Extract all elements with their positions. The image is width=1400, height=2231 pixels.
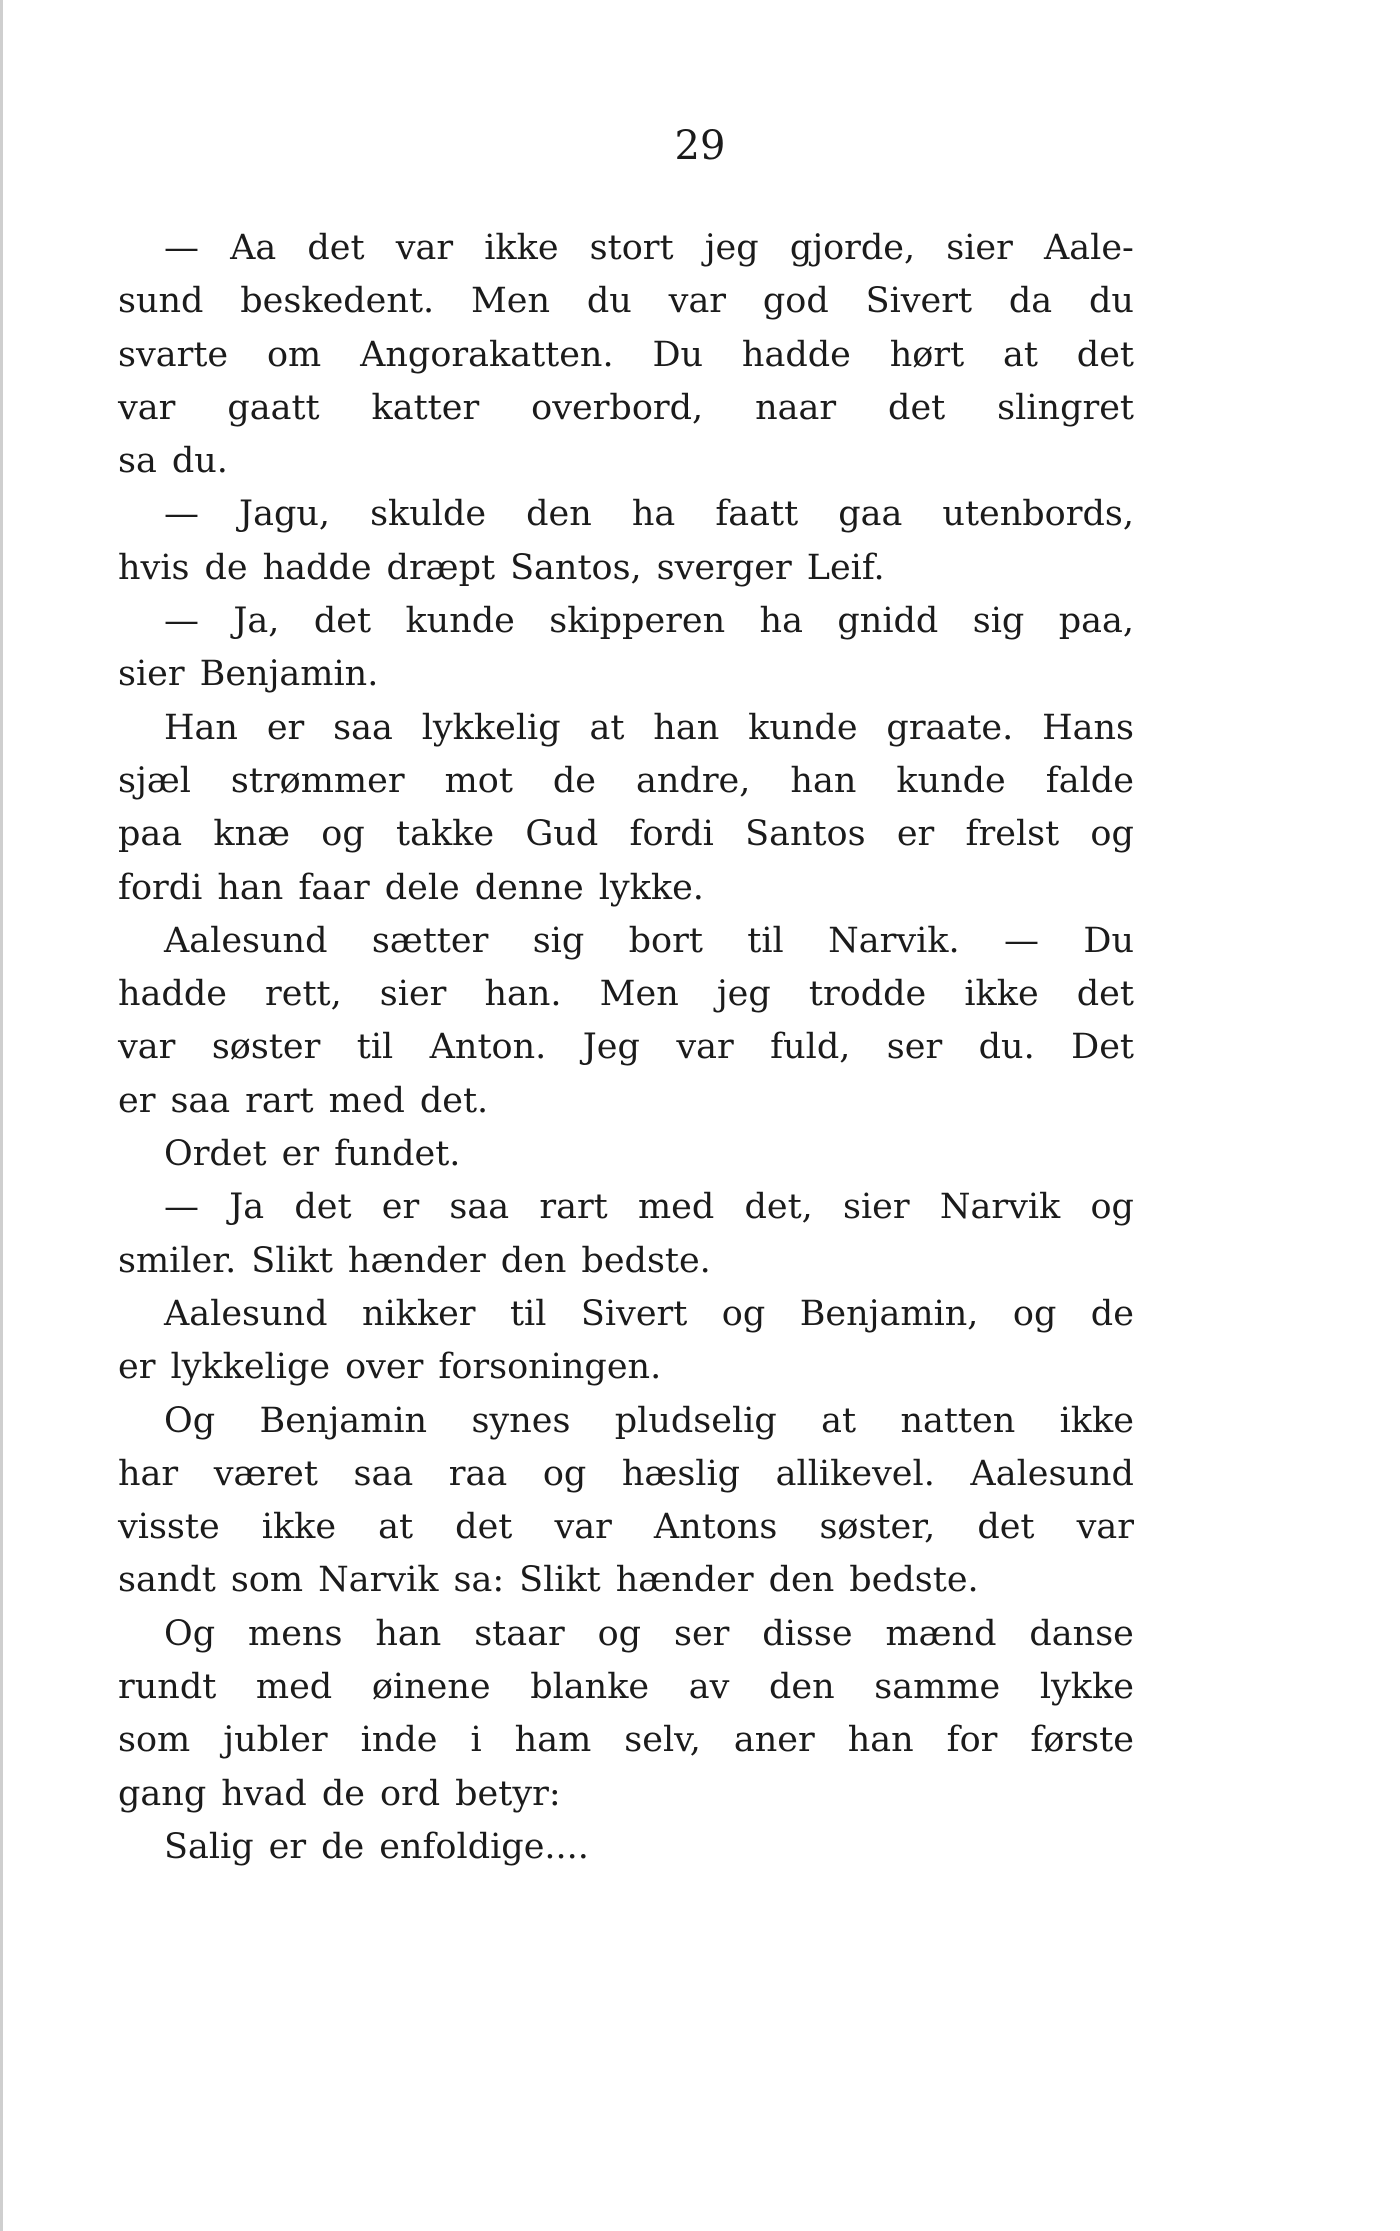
word: selv, <box>624 1720 701 1761</box>
word: Gud <box>525 814 599 855</box>
word: sandt <box>118 1560 216 1601</box>
word: katter <box>371 387 480 428</box>
word: ser <box>673 1613 730 1654</box>
word: de <box>552 760 597 801</box>
word: forsoningen. <box>438 1347 662 1388</box>
word: falde <box>1045 760 1134 801</box>
word: ikke <box>1059 1400 1134 1441</box>
word: skipperen <box>549 601 726 642</box>
word: det <box>307 228 365 268</box>
word: utenbords, <box>942 494 1134 535</box>
word: Santos, <box>510 547 642 588</box>
word: sier <box>118 654 185 695</box>
word: du. <box>978 1027 1035 1068</box>
word: hvis <box>118 547 190 588</box>
word: slingret <box>997 387 1134 428</box>
word: om <box>266 334 322 375</box>
word: som <box>230 1560 304 1601</box>
word: betyr: <box>455 1773 561 1814</box>
word: Sivert <box>865 281 973 322</box>
word: at <box>1003 334 1038 375</box>
word: han <box>375 1613 442 1654</box>
word: han <box>847 1720 914 1761</box>
text-line <box>118 862 1134 915</box>
word: inde <box>360 1720 438 1761</box>
word: bedste. <box>581 1240 711 1281</box>
word: var <box>118 387 176 428</box>
word: lykke <box>1039 1667 1134 1708</box>
word: takke <box>396 814 495 855</box>
word: naar <box>755 387 837 428</box>
word: denne <box>474 867 584 908</box>
word: Du <box>1083 920 1134 961</box>
word: knæ <box>213 814 291 855</box>
word: har <box>118 1453 179 1494</box>
word: de <box>321 1773 365 1814</box>
word: været <box>213 1453 318 1494</box>
word: av <box>688 1667 730 1708</box>
word: graate. <box>886 707 1014 748</box>
word: det. <box>419 1080 489 1121</box>
text-line <box>118 808 1134 861</box>
word: han. <box>484 974 562 1015</box>
word: Narvik <box>318 1560 439 1601</box>
text-line <box>118 1181 1134 1234</box>
word: det <box>977 1507 1035 1548</box>
word: var <box>118 1027 176 1068</box>
word: Antons <box>653 1507 778 1548</box>
text-line <box>118 755 1134 808</box>
word: svarte <box>118 334 229 375</box>
word: Og <box>164 1613 216 1654</box>
word: mot <box>444 760 513 801</box>
word: du <box>586 281 632 322</box>
word: var <box>395 228 454 268</box>
word: Ja <box>229 1187 265 1228</box>
word: strømmer <box>230 760 405 801</box>
text-line <box>118 595 1134 648</box>
text-line <box>118 1341 1134 1394</box>
text-line <box>118 1288 1134 1341</box>
word: du <box>1088 281 1134 322</box>
word: Aalesund <box>970 1453 1134 1494</box>
word: sier <box>946 228 1013 268</box>
word: Han <box>164 707 238 748</box>
word: det <box>888 387 946 428</box>
word: til <box>356 1027 394 1068</box>
word: trodde <box>808 974 927 1015</box>
word: saa <box>353 1453 414 1494</box>
word: og <box>542 1453 587 1494</box>
word: da <box>1008 281 1053 322</box>
word: Leif. <box>806 547 885 588</box>
word: danse <box>1029 1613 1134 1654</box>
word: Benjamin. <box>199 654 379 695</box>
word: hænder <box>615 1560 754 1601</box>
word: fordi <box>629 814 714 855</box>
word: andre, <box>636 760 751 801</box>
word: de <box>1090 1293 1134 1334</box>
text-line <box>118 648 1134 701</box>
word: saa <box>170 1080 231 1121</box>
text-line <box>118 329 1134 382</box>
word: stort <box>589 228 674 268</box>
word: over <box>345 1347 424 1388</box>
word: det, <box>744 1187 813 1228</box>
word: gjorde, <box>789 228 916 268</box>
word: samme <box>874 1667 1001 1708</box>
word: er <box>266 707 305 748</box>
word: var <box>1076 1507 1134 1548</box>
word: aner <box>733 1720 815 1761</box>
word: ham <box>514 1720 592 1761</box>
text-line <box>118 1075 1134 1128</box>
word: bedste. <box>849 1560 979 1601</box>
word: Narvik <box>939 1187 1061 1228</box>
word: bort <box>628 920 703 961</box>
word: jeg <box>704 228 759 268</box>
word: hvad <box>221 1773 307 1814</box>
text-line <box>118 1821 1134 1874</box>
word: visste <box>118 1507 220 1548</box>
word: det <box>313 601 372 642</box>
word: dræpt <box>386 547 496 588</box>
word: er <box>281 1134 320 1175</box>
word: til <box>509 1293 547 1334</box>
word: Aale- <box>1043 228 1134 268</box>
word: blanke <box>530 1667 650 1708</box>
page-edge <box>0 0 3 2231</box>
word: Jagu, <box>239 494 331 535</box>
word: for <box>946 1720 998 1761</box>
word: — <box>164 494 199 535</box>
word: ser <box>886 1027 943 1068</box>
text-line <box>118 1554 1134 1607</box>
word: med <box>637 1187 715 1228</box>
word: med <box>255 1667 333 1708</box>
word: Men <box>599 974 679 1015</box>
word: sverger <box>656 547 792 588</box>
word: lykkelig <box>421 707 561 748</box>
word: første <box>1030 1720 1134 1761</box>
text-line <box>118 968 1134 1021</box>
text-line <box>118 1714 1134 1767</box>
word: sier <box>379 974 447 1015</box>
word: Sivert <box>580 1293 688 1334</box>
word: — <box>1004 920 1040 961</box>
word: han <box>217 867 284 908</box>
word: lykke. <box>598 867 704 908</box>
word: Det <box>1071 1027 1134 1068</box>
text-line <box>118 1395 1134 1448</box>
text-line <box>118 542 1134 595</box>
word: jubler <box>223 1720 328 1761</box>
word: Narvik. <box>828 920 960 961</box>
word: ikke <box>964 974 1039 1015</box>
text-line <box>118 275 1134 328</box>
word: sa <box>118 441 157 482</box>
text-line <box>118 382 1134 435</box>
word: enfoldige.... <box>379 1826 589 1867</box>
word: hadde <box>118 974 227 1015</box>
word: rart <box>539 1187 608 1228</box>
word: er <box>381 1187 420 1228</box>
text-line <box>118 1501 1134 1554</box>
word: til <box>747 920 784 961</box>
word: det <box>294 1187 352 1228</box>
word: rart <box>245 1080 314 1121</box>
word: sa: <box>453 1560 505 1601</box>
word: at <box>378 1507 414 1548</box>
word: saa <box>449 1187 510 1228</box>
word: og <box>721 1293 766 1334</box>
word: lykkelige <box>170 1347 331 1388</box>
word: er <box>268 1826 307 1867</box>
word: gaatt <box>227 387 320 428</box>
word: Aalesund <box>164 920 328 961</box>
word: gnidd <box>837 601 939 642</box>
word: saa <box>333 707 393 748</box>
word: de <box>321 1826 365 1867</box>
word: som <box>118 1720 191 1761</box>
word: Benjamin <box>259 1400 428 1441</box>
word: med <box>328 1080 405 1121</box>
word: han <box>790 760 857 801</box>
word: fordi <box>118 867 203 908</box>
word: og <box>1012 1293 1057 1334</box>
word: hæslig <box>621 1453 741 1494</box>
text-line <box>118 1128 1134 1181</box>
word: rundt <box>118 1667 217 1708</box>
word: at <box>821 1400 857 1441</box>
word: Aa <box>230 228 277 268</box>
word: ha <box>631 494 676 535</box>
text-line <box>118 1021 1134 1074</box>
word: søster, <box>819 1507 936 1548</box>
word: og <box>1090 814 1134 855</box>
word: Jeg <box>582 1027 640 1068</box>
word: smiler. <box>118 1240 237 1281</box>
word: du. <box>171 441 228 482</box>
word: kunde <box>405 601 515 642</box>
word: er <box>118 1347 156 1388</box>
page-number: 29 <box>674 123 726 169</box>
word: Slikt <box>519 1560 601 1601</box>
word: fundet. <box>334 1134 461 1175</box>
word: kunde <box>748 707 858 748</box>
word: staar <box>474 1613 565 1654</box>
word: sætter <box>371 920 489 961</box>
word: raa <box>448 1453 508 1494</box>
word: søster <box>211 1027 321 1068</box>
word: og <box>321 814 365 855</box>
word: Du <box>652 334 704 375</box>
text-line <box>118 1661 1134 1714</box>
word: de <box>204 547 248 588</box>
word: ikke <box>261 1507 337 1548</box>
word: gang <box>118 1773 207 1814</box>
word: paa <box>118 814 183 855</box>
word: Ja, <box>233 601 280 642</box>
word: Santos <box>745 814 866 855</box>
word: og <box>1090 1187 1134 1228</box>
word: kunde <box>896 760 1006 801</box>
word: jeg <box>716 974 771 1015</box>
word: sund <box>118 281 204 322</box>
word: Benjamin, <box>799 1293 979 1334</box>
word: mens <box>248 1613 343 1654</box>
word: skulde <box>370 494 487 535</box>
word: var <box>554 1507 612 1548</box>
word: Aalesund <box>164 1293 328 1334</box>
word: den <box>769 1667 835 1708</box>
word: Salig <box>164 1826 254 1867</box>
word: sier <box>843 1187 910 1228</box>
word: det <box>1076 334 1134 375</box>
body-text <box>118 222 1134 1874</box>
word: rett, <box>265 974 342 1015</box>
word: Angorakatten. <box>360 334 614 375</box>
word: det <box>1076 974 1134 1015</box>
text-line <box>118 1235 1134 1288</box>
text-line <box>118 1608 1134 1661</box>
word: hadde <box>741 334 851 375</box>
text-line <box>118 488 1134 541</box>
word: frelst <box>965 814 1060 855</box>
word: Slikt <box>251 1240 333 1281</box>
word: hadde <box>262 547 372 588</box>
word: nikker <box>361 1293 476 1334</box>
word: var <box>668 281 727 322</box>
word: pludselig <box>614 1400 777 1441</box>
word: er <box>118 1080 156 1121</box>
word: at <box>589 707 625 748</box>
word: Ordet <box>164 1134 267 1175</box>
word: beskedent. <box>240 281 435 322</box>
word: Og <box>164 1400 216 1441</box>
text-line <box>118 222 1134 275</box>
word: hørt <box>889 334 965 375</box>
word: god <box>762 281 829 322</box>
word: overbord, <box>531 387 704 428</box>
word: sig <box>972 601 1025 642</box>
word: — <box>164 1187 199 1228</box>
word: den <box>526 494 592 535</box>
text-line <box>118 702 1134 755</box>
word: sjæl <box>118 760 191 801</box>
word: ikke <box>484 228 559 268</box>
word: dele <box>384 867 460 908</box>
word: faar <box>298 867 370 908</box>
word: Men <box>470 281 551 322</box>
word: er <box>896 814 935 855</box>
text-line <box>118 1768 1134 1821</box>
word: ha <box>759 601 803 642</box>
text-line <box>118 915 1134 968</box>
word: gaa <box>838 494 903 535</box>
word: den <box>768 1560 835 1601</box>
word: ord <box>379 1773 441 1814</box>
word: han <box>653 707 720 748</box>
word: Anton. <box>429 1027 547 1068</box>
word: øinene <box>371 1667 491 1708</box>
word: disse <box>762 1613 853 1654</box>
text-line <box>118 435 1134 488</box>
word: fuld, <box>770 1027 851 1068</box>
word: — <box>164 228 199 268</box>
word: i <box>470 1720 482 1761</box>
word: Hans <box>1042 707 1134 748</box>
word: — <box>164 601 199 642</box>
word: den <box>500 1240 567 1281</box>
word: synes <box>471 1400 571 1441</box>
word: allikevel. <box>775 1453 935 1494</box>
word: var <box>676 1027 734 1068</box>
word: paa, <box>1058 601 1134 642</box>
word: hænder <box>347 1240 486 1281</box>
word: sig <box>532 920 585 961</box>
text-line <box>118 1448 1134 1501</box>
word: faatt <box>715 494 799 535</box>
word: natten <box>900 1400 1016 1441</box>
word: mænd <box>885 1613 997 1654</box>
word: det <box>455 1507 513 1548</box>
word: og <box>597 1613 642 1654</box>
